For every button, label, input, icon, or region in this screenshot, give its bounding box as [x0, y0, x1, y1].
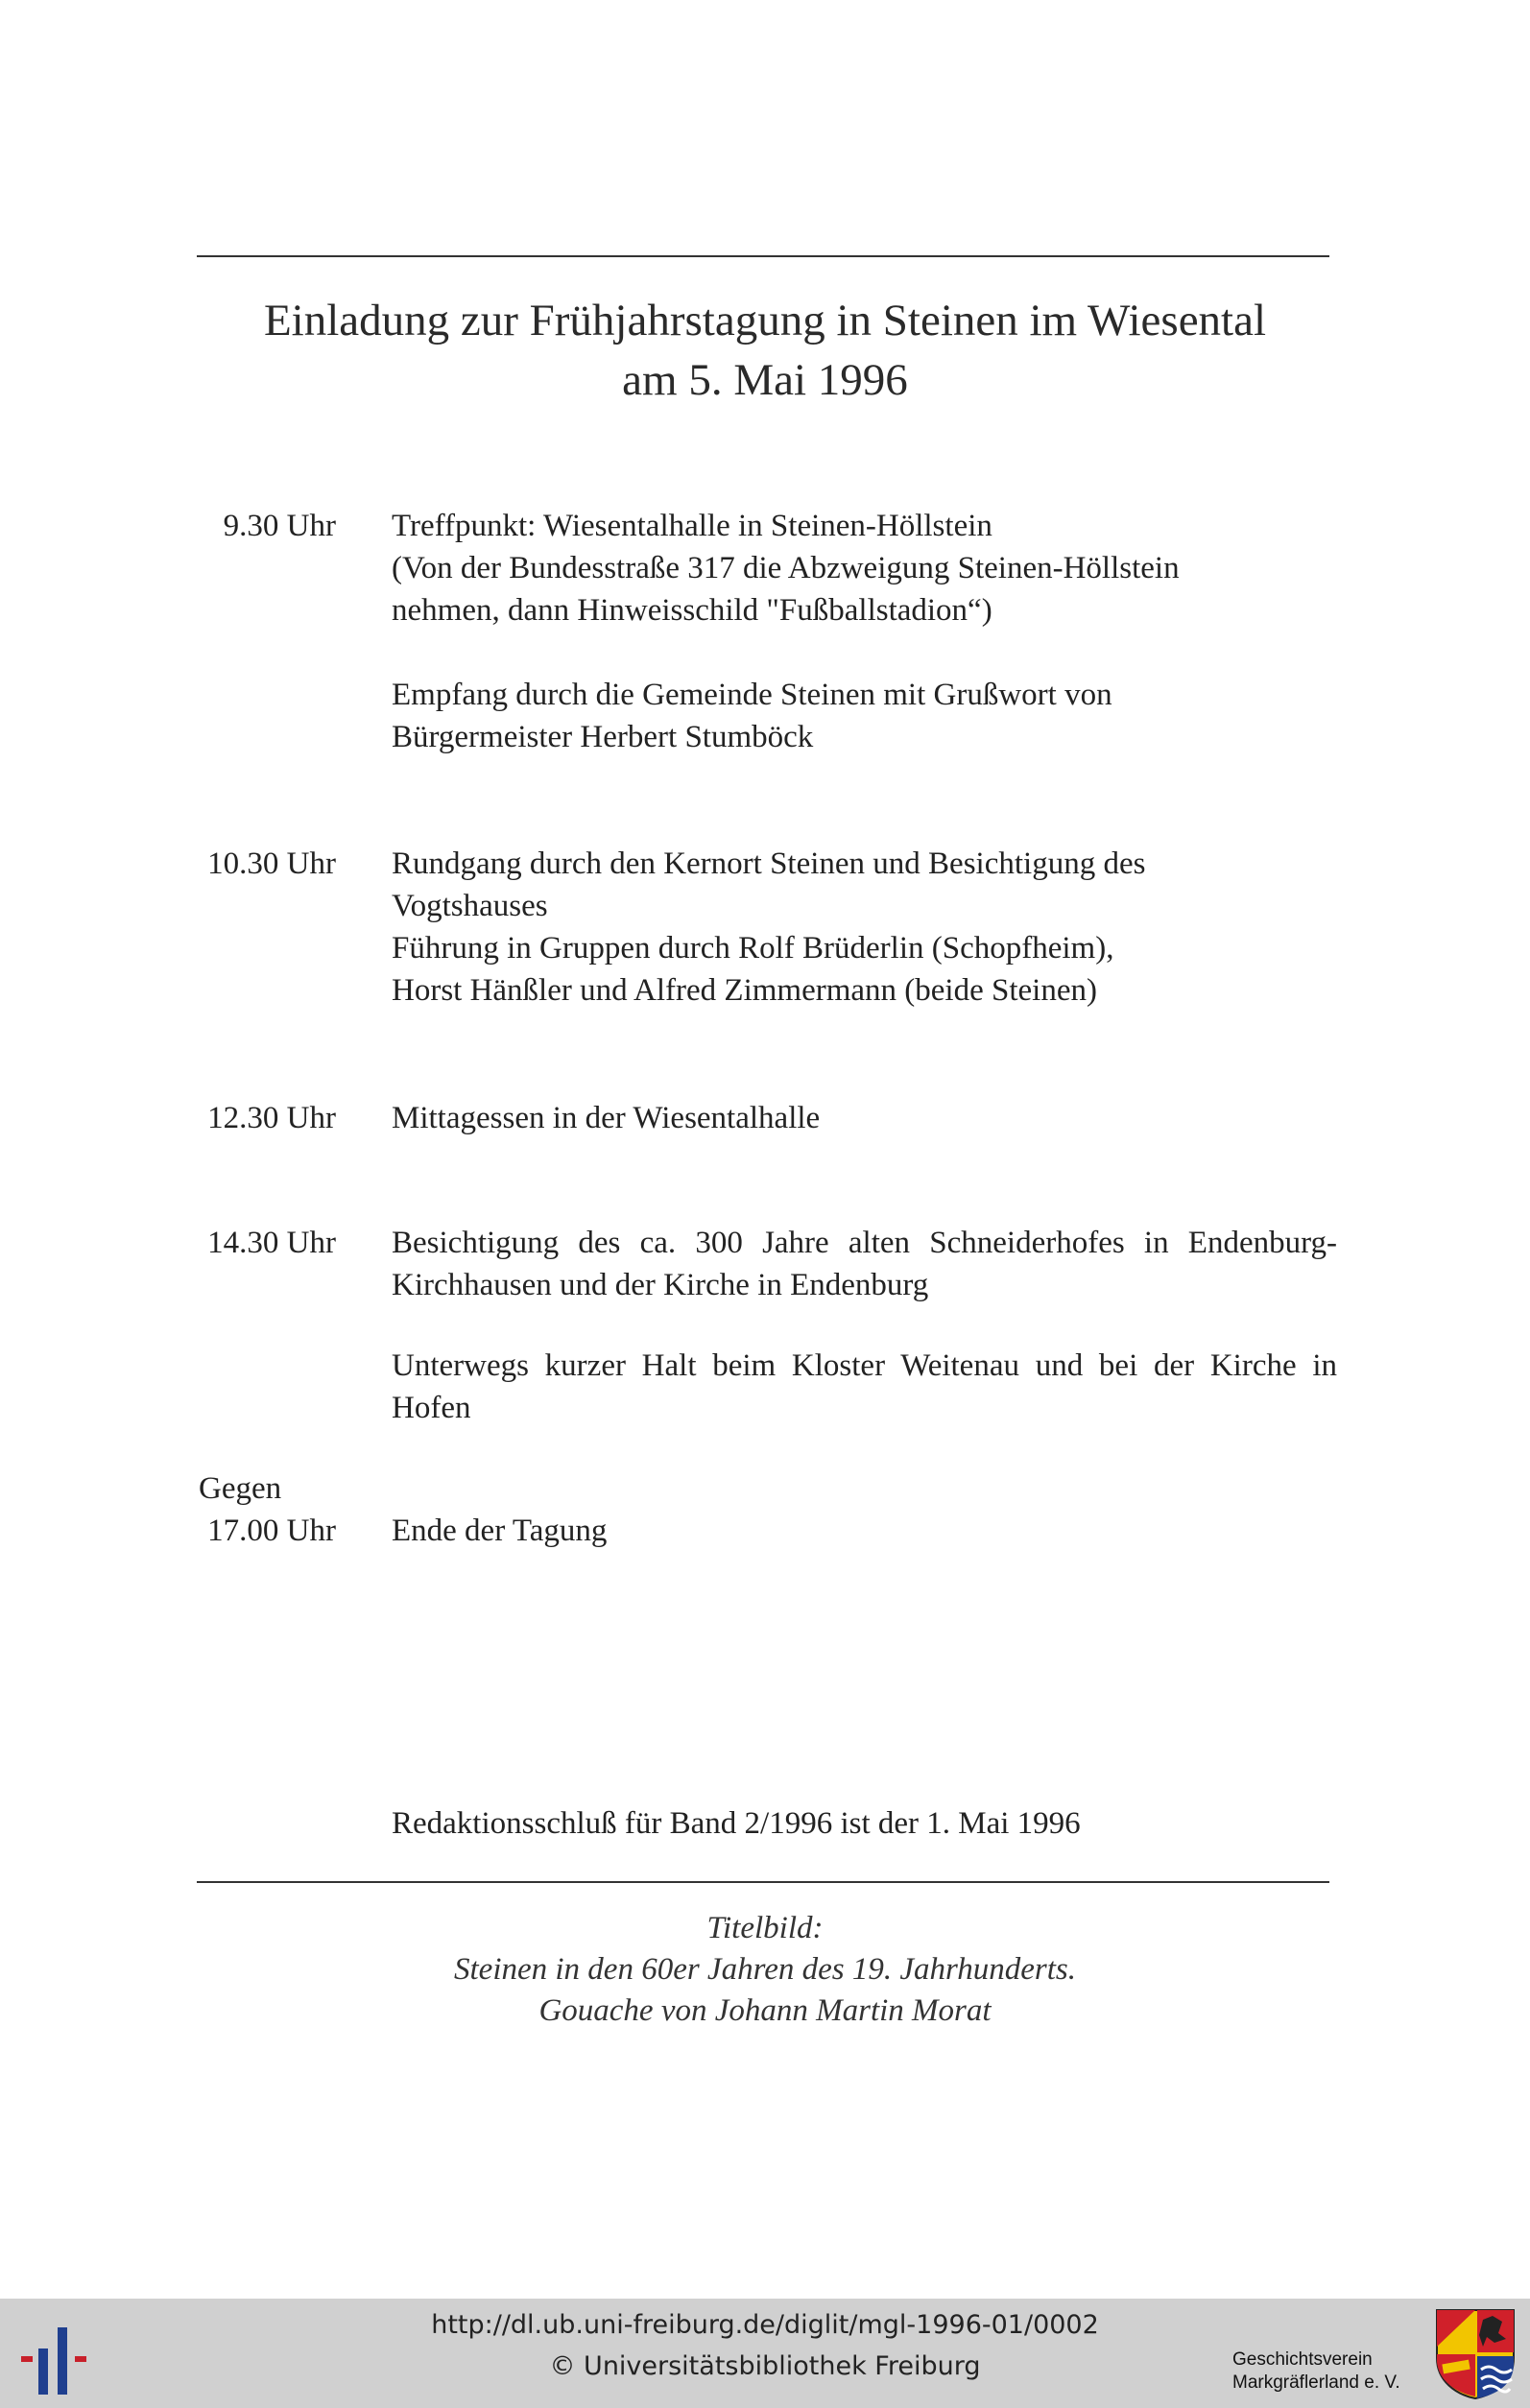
- entry-line: Treffpunkt: Wiesentalhalle in Steinen-Höllstein: [392, 509, 992, 543]
- schedule-time: 10.30 Uhr: [207, 846, 336, 881]
- footer-url[interactable]: http://dl.ub.uni-freiburg.de/diglit/mgl-1996-01/0002: [431, 2310, 1099, 2340]
- title-line-2: am 5. Mai 1996: [622, 355, 908, 405]
- page-title: [0, 291, 1530, 410]
- society-name-line-2: Markgräflerland e. V.: [1232, 2372, 1400, 2393]
- schedule-entry: [392, 843, 1337, 1012]
- society-name: [1232, 2348, 1424, 2395]
- society-name-line-1: Geschichtsverein: [1232, 2349, 1373, 2370]
- bottom-rule: [197, 1881, 1329, 1883]
- caption-heading: Titelbild:: [706, 1911, 824, 1945]
- entry-line: Besichtigung des ca. 300 Jahre alten Schneiderhofes in Endenburg-: [392, 1226, 1337, 1260]
- schedule-time: 14.30 Uhr: [207, 1226, 336, 1260]
- cover-caption: [0, 1908, 1530, 2032]
- schedule-time: 12.30 Uhr: [207, 1101, 336, 1135]
- footer-copyright: © Universitätsbibliothek Freiburg: [549, 2351, 981, 2381]
- entry-line: Hofen: [392, 1391, 471, 1425]
- entry-line: Vogtshauses: [392, 889, 548, 923]
- entry-line: nehmen, dann Hinweisschild "Fußballstadion“): [392, 593, 992, 628]
- entry-line: Kirchhausen und der Kirche in Endenburg: [392, 1268, 929, 1302]
- entry-line: Bürgermeister Herbert Stumböck: [392, 720, 814, 754]
- entry-line: (Von der Bundesstraße 317 die Abzweigung Steinen-Höllstein: [392, 551, 1180, 585]
- entry-line: Führung in Gruppen durch Rolf Brüderlin (Schopfheim),: [392, 931, 1114, 966]
- caption-line: Gouache von Johann Martin Morat: [538, 1993, 992, 2028]
- schedule-entry: [392, 1510, 1337, 1552]
- schedule-entry: [392, 505, 1337, 758]
- schedule-entry: [392, 1097, 1337, 1139]
- top-rule: [197, 255, 1329, 257]
- entry-line: Ende der Tagung: [392, 1514, 608, 1548]
- entry-line: Empfang durch die Gemeinde Steinen mit Grußwort von: [392, 678, 1112, 712]
- footer-bar: [0, 2299, 1530, 2408]
- entry-line: Rundgang durch den Kernort Steinen und Besichtigung des: [392, 846, 1146, 881]
- schedule-time-prefix: Gegen: [199, 1471, 282, 1506]
- entry-line: Horst Hänßler und Alfred Zimmermann (beide Steinen): [392, 973, 1097, 1008]
- schedule-time: 9.30 Uhr: [223, 509, 336, 543]
- title-line-1: Einladung zur Frühjahrstagung in Steinen im Wiesental: [263, 296, 1267, 346]
- entry-line: Mittagessen in der Wiesentalhalle: [392, 1101, 821, 1135]
- coat-of-arms-icon: [1435, 2308, 1516, 2400]
- caption-line: Steinen in den 60er Jahren des 19. Jahrhunderts.: [454, 1952, 1076, 1987]
- entry-line: Unterwegs kurzer Halt beim Kloster Weitenau und bei der Kirche in: [392, 1348, 1337, 1383]
- deadline-note: Redaktionsschluß für Band 2/1996 ist der 1. Mai 1996: [392, 1806, 1081, 1841]
- schedule-time: 17.00 Uhr: [207, 1514, 336, 1548]
- schedule-entry: [392, 1222, 1337, 1429]
